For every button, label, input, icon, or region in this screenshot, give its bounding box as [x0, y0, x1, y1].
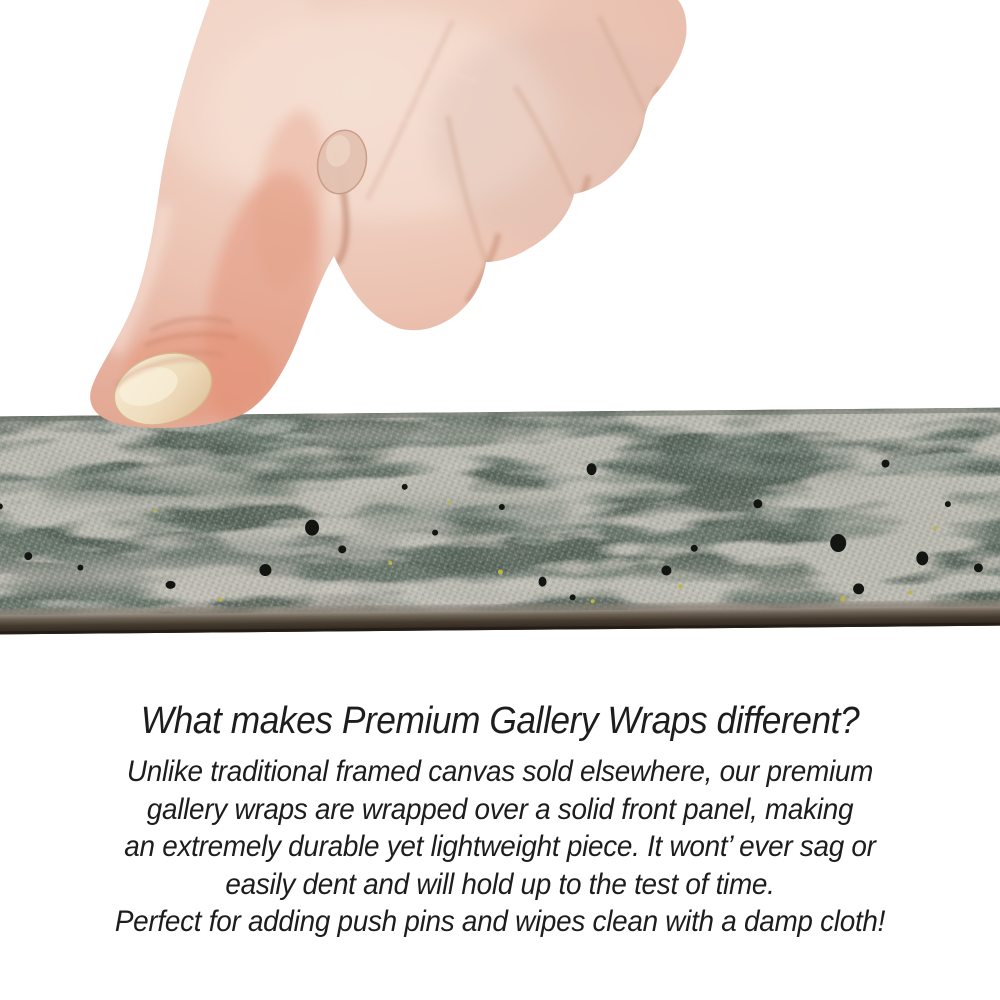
body-line: Unlike traditional framed canvas sold elsewhere, our premium: [126, 755, 874, 788]
body-line: easily dent and will hold up to the test of time.: [225, 867, 775, 901]
canvas-edge-photo: [0, 407, 1000, 636]
canvas-texture: [0, 407, 1000, 616]
body-line: an extremely durable yet lightweight piece. It wont’ ever sag or: [124, 830, 876, 863]
body-line: gallery wraps are wrapped over a solid front panel, making: [146, 792, 854, 826]
headline: What makes Premium Gallery Wraps different?: [140, 700, 860, 742]
info-block: [35, 698, 965, 941]
body-line: Perfect for adding push pins and wipes clean with a damp cloth!: [114, 905, 886, 938]
hand-photo: [0, 0, 760, 432]
